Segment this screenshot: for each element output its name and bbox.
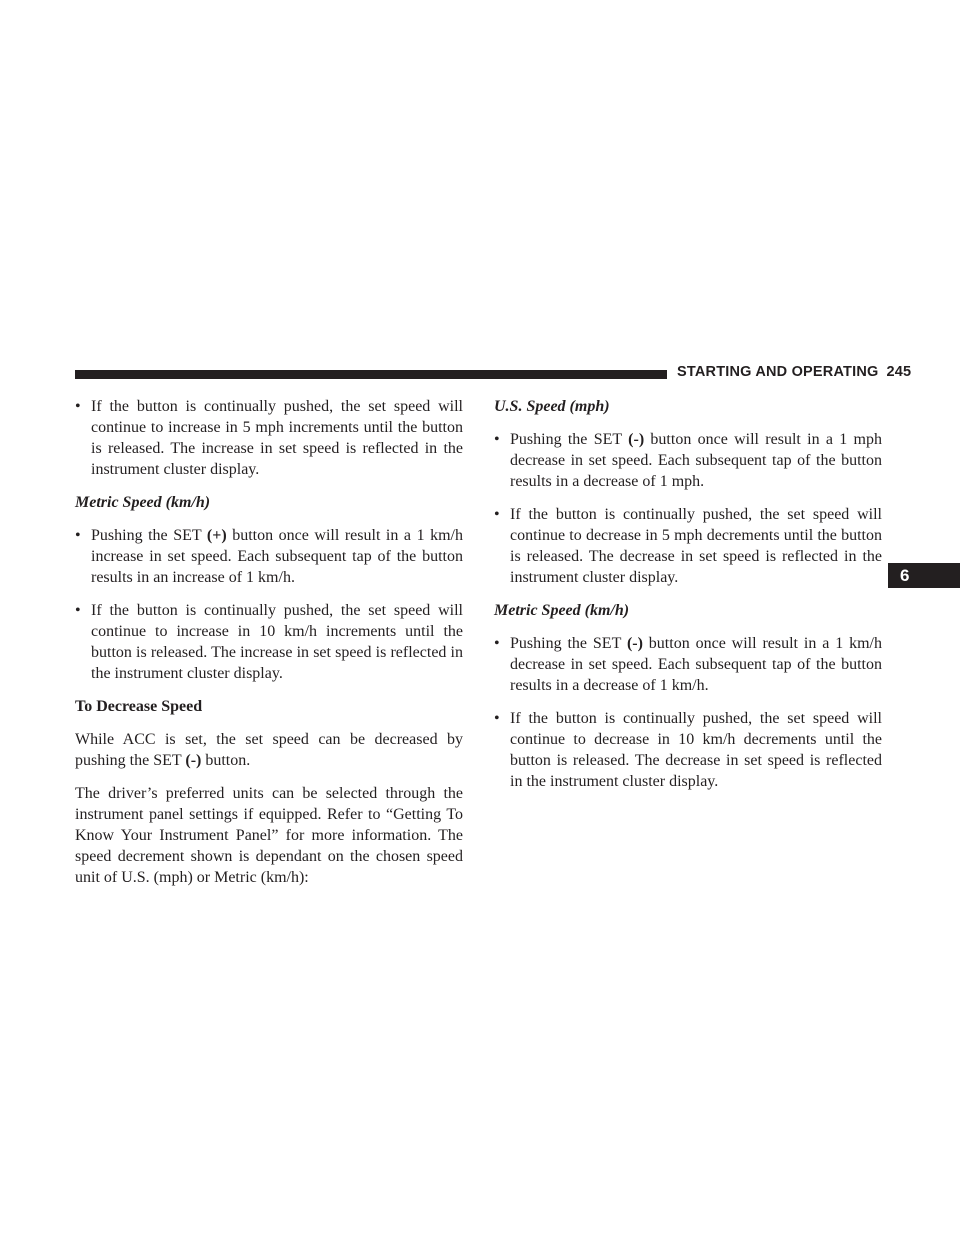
- bullet-text-start: Pushing the SET: [510, 431, 629, 448]
- bullet-set-minus-kmh: [494, 633, 882, 696]
- page-number: 245: [886, 364, 912, 380]
- units-paragraph: The driver’s preferred units can be selected through the instrument panel settings if equipped. Refer to “Getting To Know Your Instrument Panel” for more information. The speed decrement shown is dependant on the chosen speed unit of U.S. (mph) or Metric (km/h):: [75, 785, 463, 886]
- section-title: STARTING AND OPERATING: [677, 364, 879, 380]
- right-column: [494, 396, 882, 804]
- bullet-text-end: button once will result in a 1 km/h decrease in set speed. Each subsequent tap of the button results in a decrease of 1 km/h.: [510, 635, 882, 694]
- left-column: [75, 396, 463, 900]
- decrease-speed-heading: To Decrease Speed: [75, 698, 203, 715]
- minus-button-label: (-): [628, 431, 645, 448]
- bullet-continuous-decrease-mph: • If the button is continually pushed, the set speed will continue to decrease in 5 mph decrements until the button is released. The decrease in set speed is reflected in the instrument cluster display.: [494, 504, 882, 588]
- metric-speed-heading: Metric Speed (km/h): [494, 602, 630, 619]
- bullet-set-minus-mph: [494, 429, 882, 492]
- bullet-set-plus-kmh: [75, 525, 463, 588]
- running-header: [677, 364, 911, 380]
- bullet-continuous-increase-kmh: • If the button is continually pushed, the set speed will continue to increase in 10 km/h increments until the button is released. The increase in set speed is reflected in the instrument cluster display.: [75, 600, 463, 684]
- minus-button-label: (-): [626, 635, 643, 652]
- metric-speed-heading: Metric Speed (km/h): [75, 494, 211, 511]
- bullet-text-start: Pushing the SET: [91, 527, 207, 544]
- minus-button-label: (-): [185, 752, 202, 769]
- bullet-continuous-decrease-kmh: • If the button is continually pushed, the set speed will continue to decrease in 10 km/h decrements until the button is released. The decrease in set speed is reflected in the instrument cluster display.: [494, 708, 882, 792]
- us-speed-heading: U.S. Speed (mph): [494, 398, 610, 415]
- para-text-start: While ACC is set, the set speed can be decreased by pushing the SET: [75, 731, 463, 769]
- bullet-continuous-increase-mph: • If the button is continually pushed, the set speed will continue to increase in 5 mph increments until the button is released. The increase in set speed is reflected in the instrument cluster display.: [75, 396, 463, 480]
- acc-decrease-paragraph: [75, 729, 463, 771]
- bullet-text-end: button once will result in a 1 km/h increase in set speed. Each subsequent tap of the button results in an increase of 1 km/h.: [91, 527, 463, 586]
- chapter-tab: 6: [888, 563, 960, 588]
- bullet-text-end: button once will result in a 1 mph decrease in set speed. Each subsequent tap of the button results in a decrease of 1 mph.: [510, 431, 882, 490]
- bullet-text-start: Pushing the SET: [510, 635, 627, 652]
- plus-button-label: (+): [206, 527, 227, 544]
- para-text-end: button.: [201, 752, 251, 769]
- header-rule: [75, 370, 667, 379]
